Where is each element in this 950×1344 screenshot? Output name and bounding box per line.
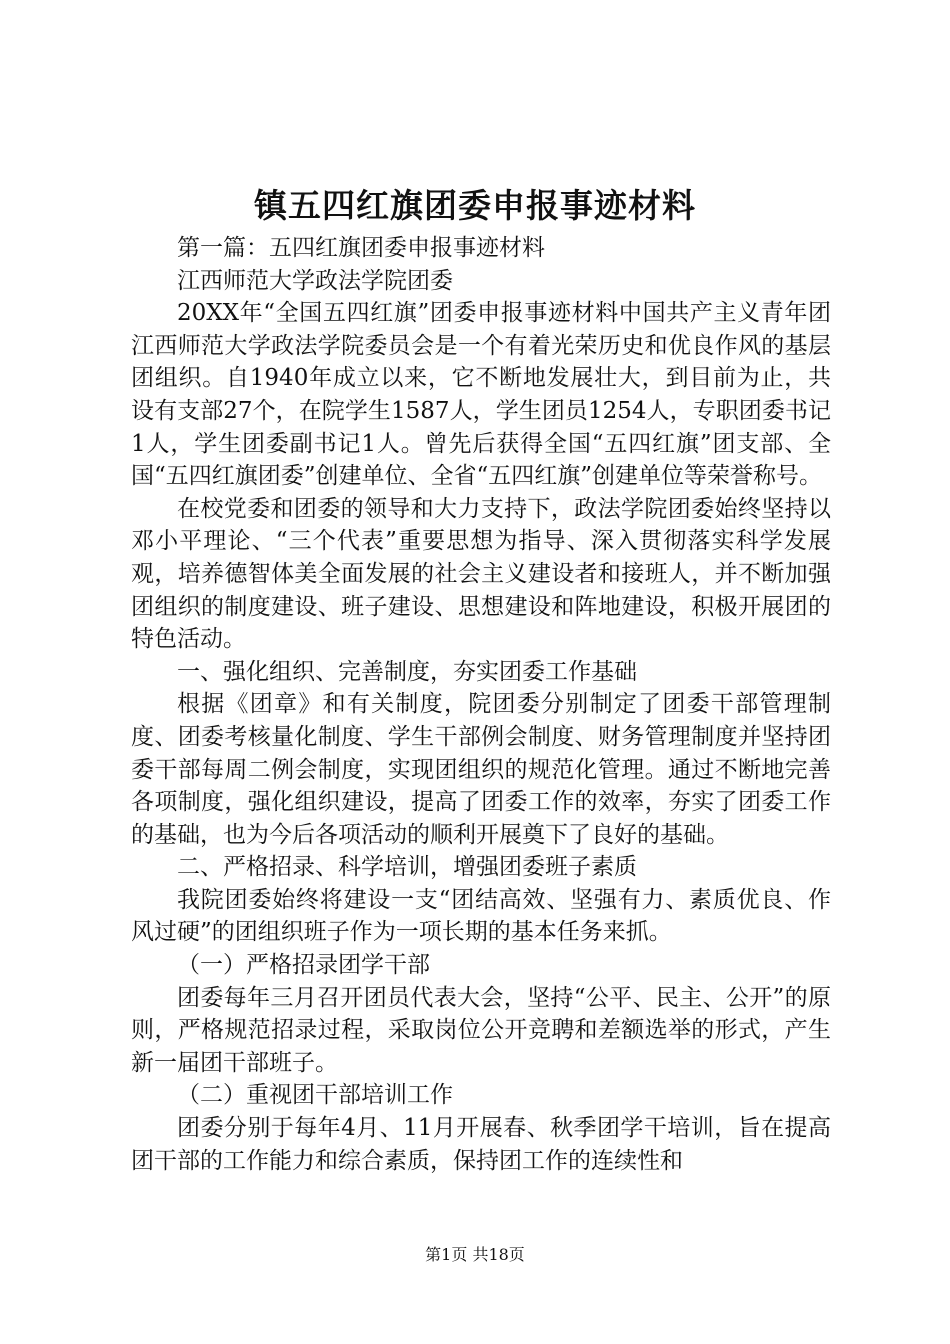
paragraph-organization: 江西师范大学政法学院团委 (177, 267, 453, 294)
document-title: 镇五四红旗团委申报事迹材料 (254, 186, 696, 225)
page-number: 第1页 共18页 (425, 1245, 525, 1264)
paragraph-team-building: 我院团委始终将建设一支“团结高效、坚强有力、素质优良、作风过硬”的团组织班子作为一项长期的基本任务来抓。 (131, 886, 831, 946)
paragraph-leadership: 在校党委和团委的领导和大力支持下，政法学院团委始终坚持以邓小平理论、“三个代表”重要思想为指导、深入贯彻落实科学发展观，培养德智体美全面发展的社会主义建设者和接班人，并不断加强团组织的制度建设、班子建设、思想建设和阵地建设，积极开展团的特色活动。 (131, 495, 831, 653)
paragraph-intro: 20XX年“全国五四红旗”团委申报事迹材料中国共产主义青年团江西师范大学政法学院委员会是一个有着光荣历史和优良作风的基层团组织。自1940年成立以来，它不断地发展壮大，到目前为止，共设有支部27个，在院学生1587人，学生团员1254人，专职团委书记1人，学生团委副书记1人。曾先后获得全国“五四红旗”团支部、全国“五四红旗团委”创建单位、全省“五四红旗”创建单位等荣誉称号。 (131, 300, 831, 490)
paragraph-heading-2: 二、严格招录、科学培训，增强团委班子素质 (177, 854, 637, 881)
paragraph-rules: 根据《团章》和有关制度，院团委分别制定了团委干部管理制度、团委考核量化制度、学生干部例会制度、财务管理制度并坚持团委干部每周二例会制度，实现团组织的规范化管理。通过不断地完善各项制度，强化组织建设，提高了团委工作的效率，夯实了团委工作的基础，也为今后各项活动的顺利开展奠下了良好的基础。 (131, 691, 831, 848)
paragraph-training: 团委分别于每年4月、11月开展春、秋季团学干培训，旨在提高团干部的工作能力和综合素质，保持团工作的连续性和 (131, 1115, 831, 1174)
paragraph-heading-1: 一、强化组织、完善制度，夯实团委工作基础 (177, 658, 637, 685)
paragraph-section-heading: 第一篇：五四红旗团委申报事迹材料 (177, 235, 545, 261)
paragraph-subheading-1: （一）严格招录团学干部 (177, 952, 430, 979)
paragraph-subheading-2: （二）重视团干部培训工作 (177, 1082, 453, 1109)
document-body (131, 232, 831, 1177)
paragraph-recruitment: 团委每年三月召开团员代表大会，坚持“公平、民主、公开”的原则，严格规范招录过程，采取岗位公开竞聘和差额选举的形式，产生新一届团干部班子。 (131, 984, 831, 1076)
